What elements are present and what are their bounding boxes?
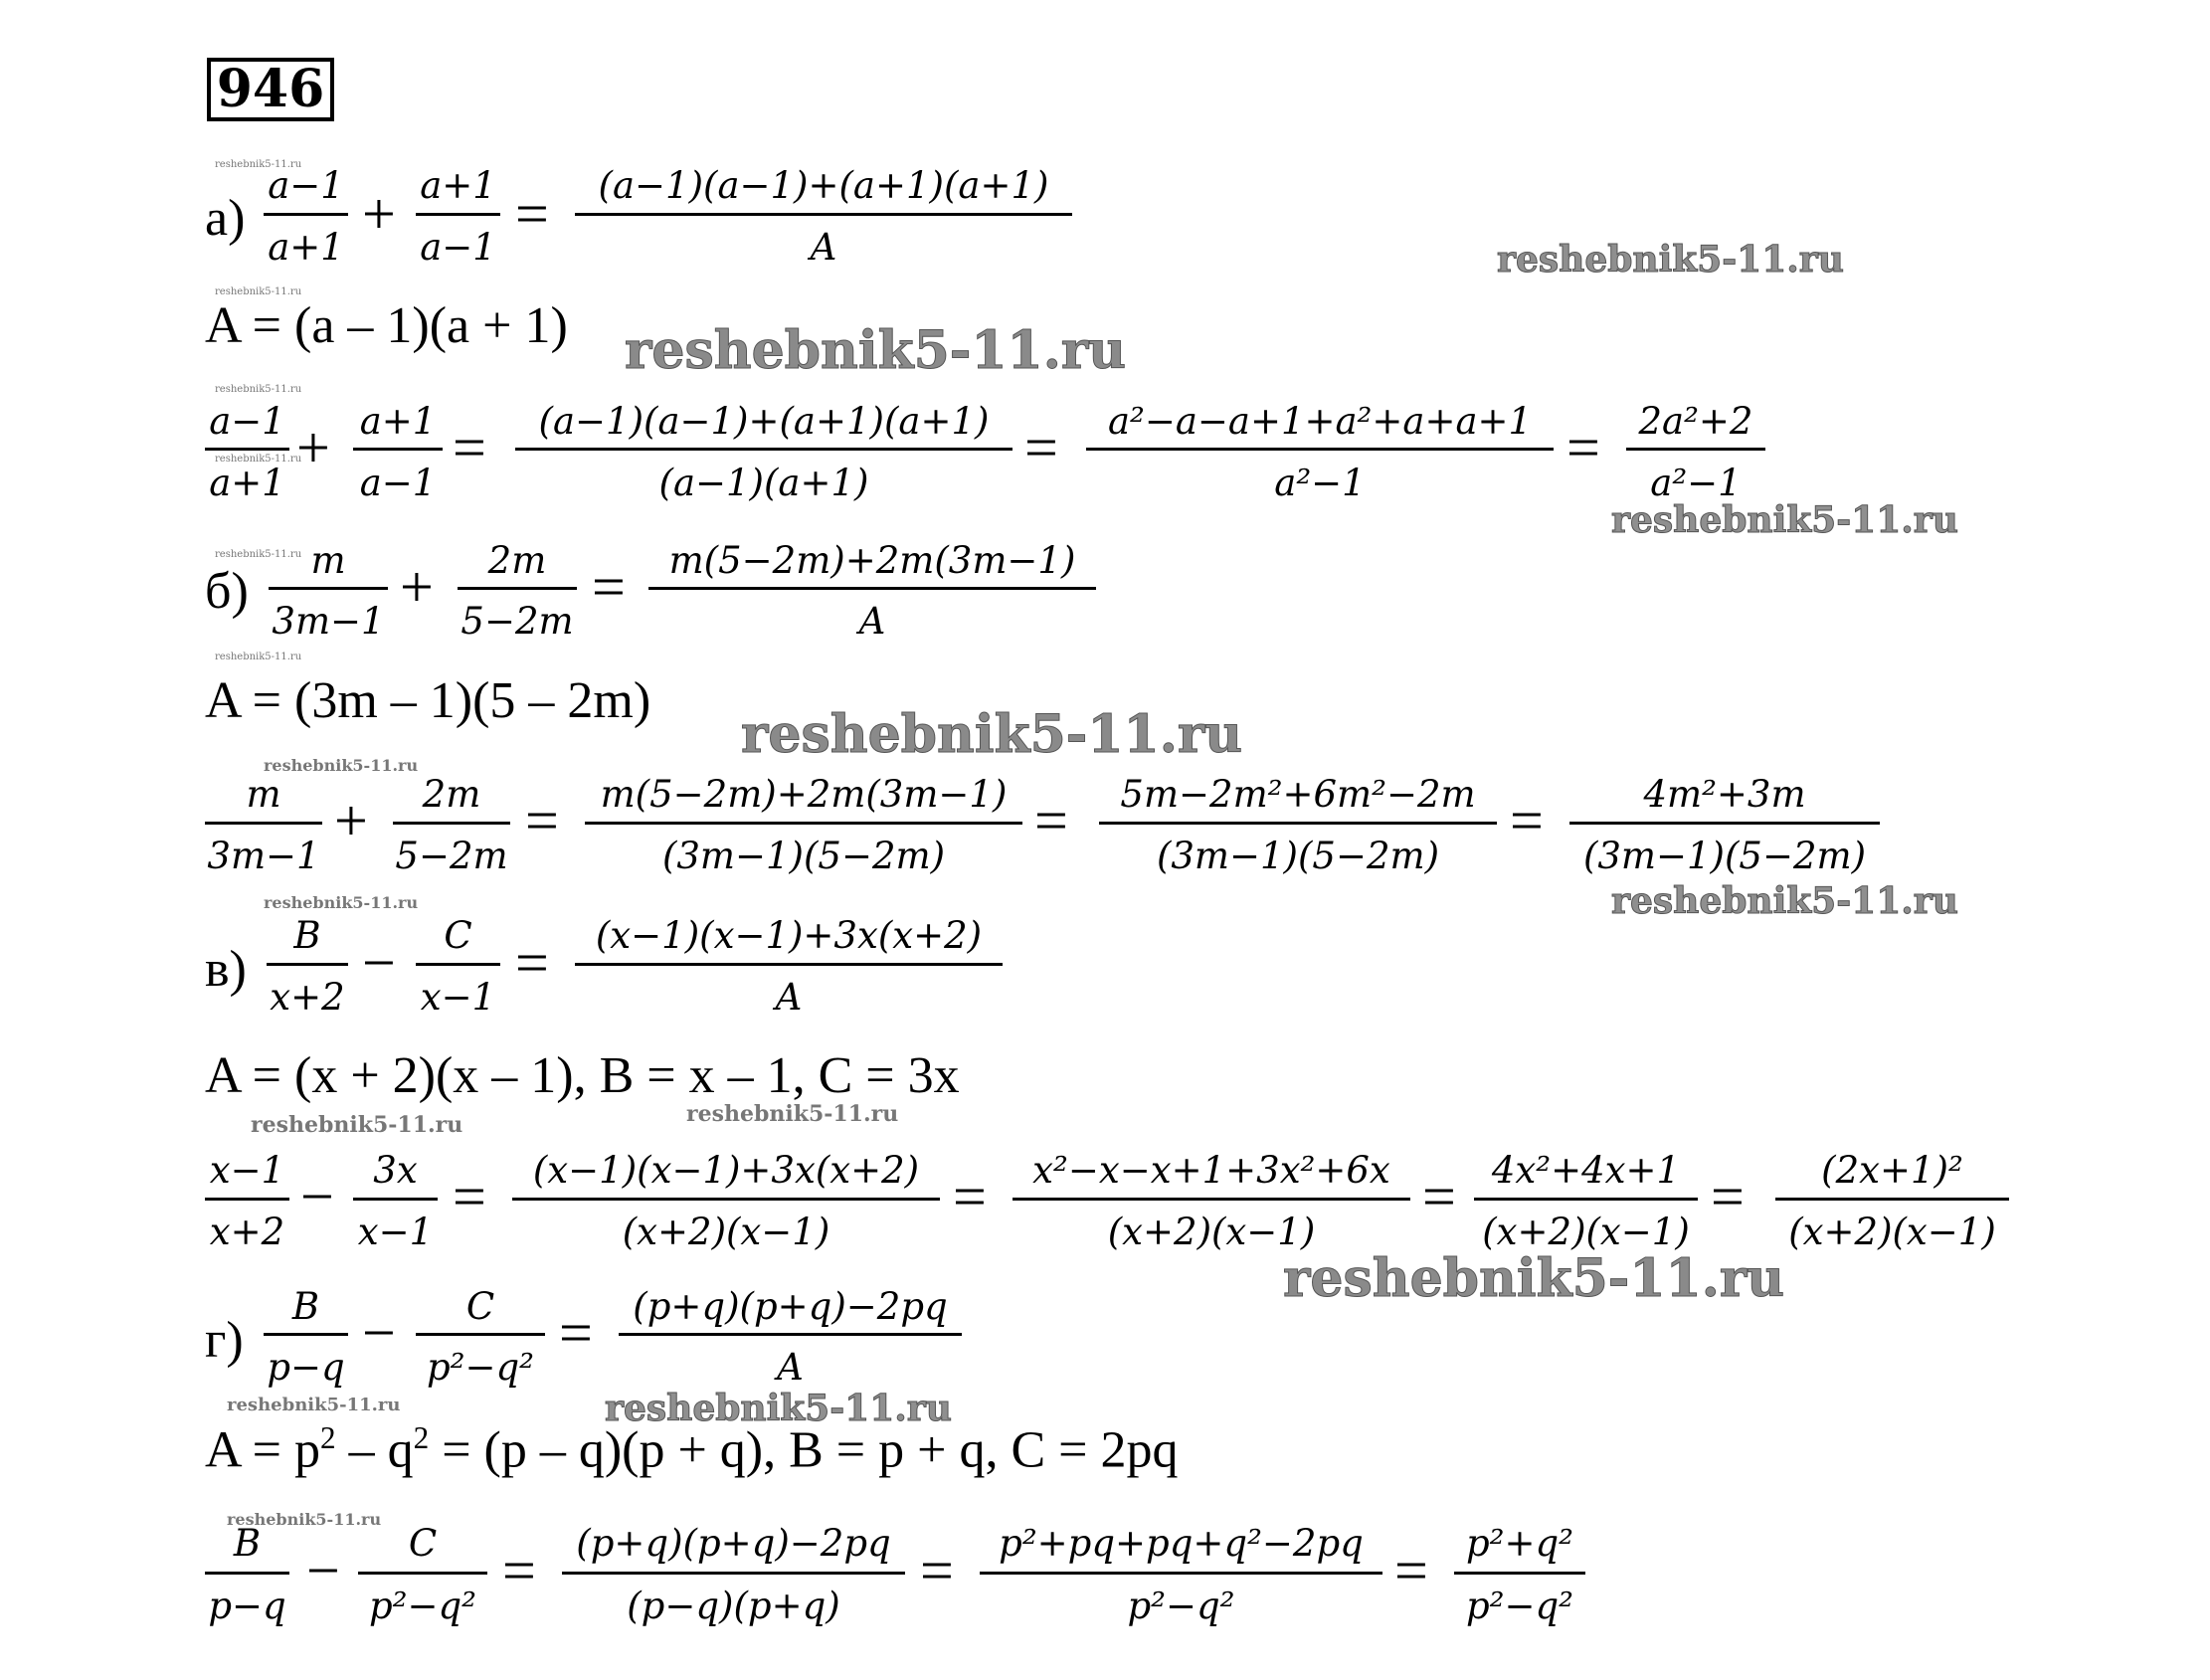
part-a-frac2-den: a−1: [420, 226, 496, 269]
watermark: reshebnik5-11.ru: [264, 893, 419, 912]
fraction-bar: [393, 822, 510, 825]
problem-number: 946: [207, 58, 334, 121]
part-b-s-r3-num: 4m²+3m: [1643, 773, 1806, 816]
part-a-s-r1-den: (a−1)(a+1): [658, 462, 869, 504]
fraction-bar: [458, 587, 577, 590]
part-b-s-r1-num: m(5−2m)+2m(3m−1): [600, 773, 1008, 816]
part-g-rhs-num: (p+q)(p+q)−2pq: [633, 1285, 948, 1328]
part-b-frac2-num: 2m: [487, 539, 547, 582]
fraction-bar: [205, 1572, 289, 1575]
part-v-s-r2-den: (x+2)(x−1): [1107, 1211, 1316, 1253]
part-v-label: в): [205, 941, 247, 998]
fraction-bar: [358, 1572, 487, 1575]
equals-sign: =: [1711, 1164, 1745, 1229]
fraction-bar: [1099, 822, 1497, 825]
part-b-frac2-den: 5−2m: [460, 600, 574, 643]
watermark: reshebnik5-11.ru: [215, 384, 302, 395]
part-b-A-line: A = (3m – 1)(5 – 2m): [205, 672, 651, 729]
part-a-s-f2-den: a−1: [359, 462, 437, 504]
part-b-rhs-num: m(5−2m)+2m(3m−1): [668, 539, 1076, 582]
fraction-bar: [515, 448, 1013, 451]
part-a-s-r1-num: (a−1)(a−1)+(a+1)(a+1): [538, 400, 990, 443]
equals-sign: =: [515, 181, 549, 247]
part-v-s-f2-den: x−1: [357, 1211, 434, 1253]
equals-sign: =: [953, 1164, 987, 1229]
fraction-bar: [269, 587, 388, 590]
part-a-rhs-den: A: [810, 226, 837, 269]
part-b-s-f1-den: 3m−1: [207, 835, 320, 877]
minus-sign: −: [300, 1164, 334, 1229]
fraction-bar: [416, 213, 500, 216]
part-a-frac1-num: a−1: [268, 164, 344, 207]
plus-sign: +: [296, 415, 330, 480]
fraction-bar: [1474, 1198, 1698, 1201]
part-a-rhs-num: (a−1)(a−1)+(a+1)(a+1): [598, 164, 1049, 207]
plus-sign: +: [334, 788, 368, 853]
part-v-s-r3-den: (x+2)(x−1): [1482, 1211, 1690, 1253]
part-v-s-r1-num: (x−1)(x−1)+3x(x+2): [532, 1149, 920, 1192]
part-v-frac1-den: x+2: [270, 976, 345, 1019]
part-a-s-r3-num: 2a²+2: [1638, 400, 1753, 443]
part-g-frac2-den: p²−q²: [426, 1346, 535, 1389]
plus-sign: +: [400, 554, 434, 620]
equals-sign: =: [559, 1300, 593, 1366]
watermark: reshebnik5-11.ru: [1283, 1248, 1785, 1309]
fraction-bar: [575, 963, 1003, 966]
fraction-bar: [205, 1198, 289, 1201]
equals-sign: =: [1394, 1538, 1428, 1603]
watermark: reshebnik5-11.ru: [686, 1101, 899, 1127]
part-a-s-f1-num: a−1: [209, 400, 285, 443]
watermark: reshebnik5-11.ru: [215, 454, 302, 465]
equals-sign: =: [502, 1538, 536, 1603]
part-a-s-r2-den: a²−1: [1274, 462, 1366, 504]
part-g-s-r2-num: p²+pq+pq+q²−2pq: [999, 1522, 1364, 1565]
equals-sign: =: [920, 1538, 954, 1603]
fraction-bar: [205, 448, 289, 451]
part-v-frac2-num: C: [444, 914, 472, 957]
part-b-s-r2-den: (3m−1)(5−2m): [1156, 835, 1440, 877]
watermark: reshebnik5-11.ru: [741, 704, 1243, 765]
watermark: reshebnik5-11.ru: [227, 1395, 401, 1415]
part-b-frac1-den: 3m−1: [272, 600, 385, 643]
watermark: reshebnik5-11.ru: [215, 286, 302, 297]
minus-sign: −: [362, 1300, 396, 1366]
part-g-s-f2-den: p²−q²: [368, 1585, 477, 1627]
fraction-bar: [1569, 822, 1880, 825]
part-a-s-f2-num: a+1: [359, 400, 437, 443]
part-b-rhs-den: A: [858, 600, 886, 643]
part-g-s-f1-num: B: [233, 1522, 262, 1565]
equals-sign: =: [515, 930, 549, 996]
part-v-rhs-num: (x−1)(x−1)+3x(x+2): [595, 914, 983, 957]
equals-sign: =: [1566, 415, 1600, 480]
minus-sign: −: [306, 1538, 340, 1603]
fraction-bar: [562, 1572, 905, 1575]
part-b-s-r1-den: (3m−1)(5−2m): [661, 835, 946, 877]
watermark: reshebnik5-11.ru: [1497, 239, 1844, 280]
part-g-A-line: $A = p^2 - q^2 = (p - q)(p + q)$, B = p + q, C = 2pq: [205, 1420, 1179, 1479]
part-v-frac1-num: B: [293, 914, 321, 957]
part-v-s-f2-num: 3x: [373, 1149, 418, 1192]
part-g-s-r1-num: (p+q)(p+q)−2pq: [576, 1522, 891, 1565]
part-b-s-f2-den: 5−2m: [395, 835, 508, 877]
equals-sign: =: [1034, 788, 1068, 853]
part-a-A-line: A = (a – 1)(a + 1): [205, 297, 568, 354]
fraction-bar: [648, 587, 1096, 590]
part-v-A-line: A = (x + 2)(x – 1), B = x – 1, C = 3x: [205, 1047, 960, 1104]
part-b-frac1-num: m: [310, 539, 346, 582]
part-g-s-r3-num: p²+q²: [1465, 1522, 1574, 1565]
part-v-rhs-den: A: [775, 976, 803, 1019]
fraction-bar: [619, 1333, 962, 1336]
part-g-label: г): [205, 1312, 244, 1369]
watermark: reshebnik5-11.ru: [264, 756, 419, 775]
part-g-frac2-num: C: [465, 1285, 495, 1328]
part-v-s-f1-num: x−1: [209, 1149, 285, 1192]
fraction-bar: [1454, 1572, 1585, 1575]
watermark: reshebnik5-11.ru: [625, 320, 1127, 381]
minus-sign: −: [362, 930, 396, 996]
watermark: reshebnik5-11.ru: [215, 652, 302, 662]
part-v-s-r1-den: (x+2)(x−1): [622, 1211, 830, 1253]
watermark: reshebnik5-11.ru: [215, 549, 302, 560]
part-v-s-r3-num: 4x²+4x+1: [1491, 1149, 1681, 1192]
fraction-bar: [1775, 1198, 2009, 1201]
part-b-s-r2-num: 5m−2m²+6m²−2m: [1120, 773, 1476, 816]
fraction-bar: [512, 1198, 940, 1201]
fraction-bar: [205, 822, 322, 825]
watermark: reshebnik5-11.ru: [1611, 880, 1958, 922]
fraction-bar: [1626, 448, 1765, 451]
equals-sign: =: [453, 415, 486, 480]
fraction-bar: [353, 448, 443, 451]
part-g-frac1-num: B: [291, 1285, 320, 1328]
watermark: reshebnik5-11.ru: [215, 159, 302, 170]
fraction-bar: [980, 1572, 1382, 1575]
part-v-s-r4-den: (x+2)(x−1): [1788, 1211, 1996, 1253]
fraction-bar: [585, 822, 1022, 825]
fraction-bar: [416, 1333, 545, 1336]
part-g-s-f1-den: p−q: [208, 1585, 286, 1627]
part-g-rhs-den: A: [777, 1346, 804, 1389]
part-g-s-r2-den: p²−q²: [1127, 1585, 1235, 1627]
part-g-frac1-den: p−q: [267, 1346, 345, 1389]
equals-sign: =: [1510, 788, 1544, 853]
fraction-bar: [416, 963, 500, 966]
part-v-frac2-den: x−1: [420, 976, 496, 1019]
watermark: reshebnik5-11.ru: [227, 1510, 382, 1529]
part-a-s-r2-num: a²−a−a+1+a²+a+a+1: [1107, 400, 1533, 443]
fraction-bar: [264, 213, 348, 216]
equals-sign: =: [592, 554, 626, 620]
part-g-s-r1-den: (p−q)(p+q): [627, 1585, 840, 1627]
part-a-s-r3-den: a²−1: [1650, 462, 1742, 504]
part-v-s-r2-num: x²−x−x+1+3x²+6x: [1032, 1149, 1390, 1192]
part-v-s-f1-den: x+2: [209, 1211, 285, 1253]
part-b-s-r3-den: (3m−1)(5−2m): [1582, 835, 1867, 877]
watermark: reshebnik5-11.ru: [1611, 499, 1958, 541]
equals-sign: =: [525, 788, 559, 853]
plus-sign: +: [362, 181, 396, 247]
equals-sign: =: [1024, 415, 1058, 480]
fraction-bar: [267, 963, 348, 966]
part-a-frac2-num: a+1: [420, 164, 496, 207]
part-b-s-f1-num: m: [246, 773, 281, 816]
watermark: reshebnik5-11.ru: [605, 1388, 952, 1429]
fraction-bar: [1013, 1198, 1410, 1201]
watermark: reshebnik5-11.ru: [251, 1112, 463, 1138]
fraction-bar: [264, 1333, 348, 1336]
part-b-label: б): [205, 563, 249, 620]
fraction-bar: [353, 1198, 438, 1201]
part-a-label: а): [205, 190, 246, 247]
equals-sign: =: [1422, 1164, 1456, 1229]
part-a-frac1-den: a+1: [268, 226, 344, 269]
part-g-s-r3-den: p²−q²: [1465, 1585, 1574, 1627]
part-a-s-f1-den: a+1: [209, 462, 285, 504]
part-v-s-r4-num: (2x+1)²: [1821, 1149, 1963, 1192]
part-b-s-f2-num: 2m: [422, 773, 481, 816]
fraction-bar: [1086, 448, 1554, 451]
equals-sign: =: [453, 1164, 486, 1229]
part-g-s-f2-num: C: [408, 1522, 438, 1565]
fraction-bar: [575, 213, 1072, 216]
